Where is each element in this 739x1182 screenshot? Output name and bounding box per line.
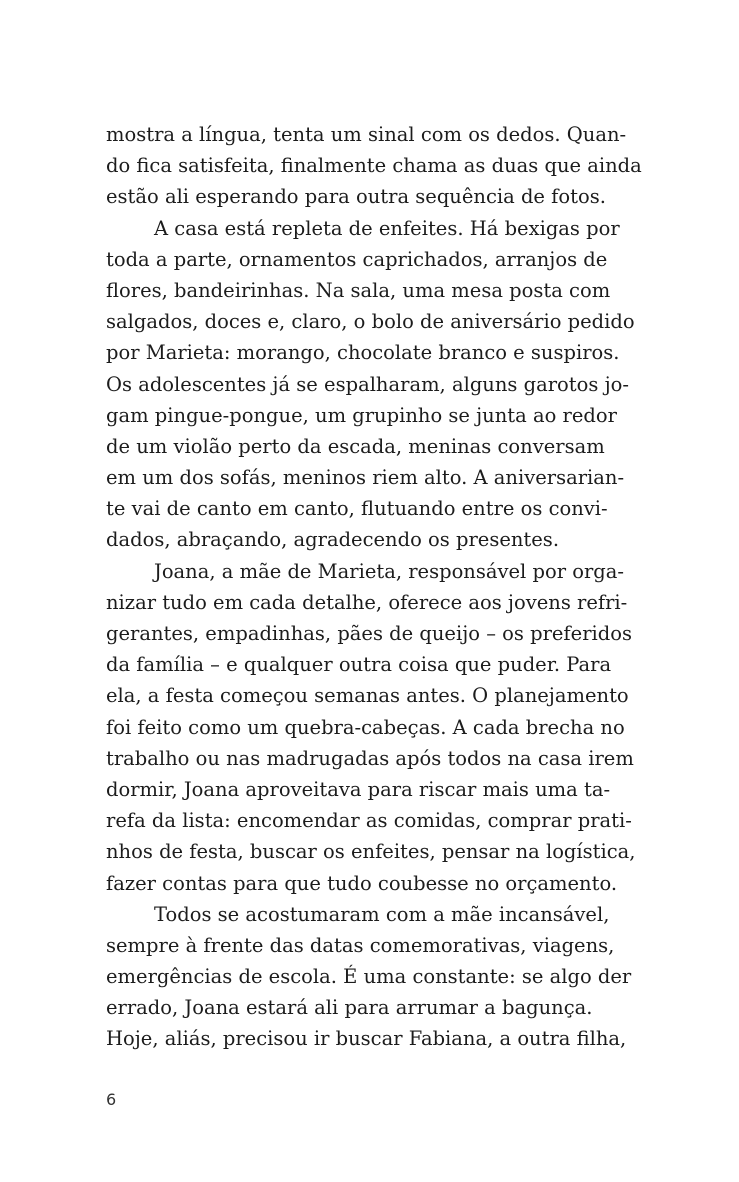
text-line: nizar tudo em cada detalhe, oferece aos jovens refri- [106,590,628,614]
text-line: emergências de escola. É uma constante: se algo der [106,965,632,989]
text-line: gerantes, empadinhas, pães de queijo – os preferidos [106,622,632,645]
text-line: Os adolescentes já se espalharam, alguns garotos jo- [106,372,629,396]
text-line: dormir, Joana aproveitava para riscar mais uma ta- [106,777,611,801]
text-line: foi feito como um quebra-cabeças. A cada brecha no [106,715,625,739]
text-line: Hoje, aliás, precisou ir buscar Fabiana, a outra filha, [106,1027,627,1051]
text-line: ela, a festa começou semanas antes. O planejamento [106,684,629,708]
text-line: flores, bandeirinhas. Na sala, uma mesa posta com [106,278,611,302]
text-line: refa da lista: encomendar as comidas, comprar prati- [106,809,632,833]
text-line: nhos de festa, buscar os enfeites, pensar na logística, [106,840,636,864]
text-line: Joana, a mãe de Marieta, responsável por orga- [154,559,624,583]
text-line: gam pingue-pongue, um grupinho se junta ao redor [106,403,617,427]
text-line: Todos se acostumaram com a mãe incansável, [154,902,610,926]
text-line: toda a parte, ornamentos caprichados, arranjos de [106,247,608,271]
text-line: de um violão perto da escada, meninas conversam [106,434,605,458]
paragraph-3 [106,556,636,899]
text-line: da família – e qualquer outra coisa que puder. Para [106,653,612,677]
text-line: errado, Joana estará ali para arrumar a bagunça. [106,996,593,1020]
text-line: mostra a língua, tenta um sinal com os dedos. Quan- [106,123,627,146]
text-line: salgados, doces e, claro, o bolo de aniversário pedido [106,310,635,334]
text-line: dados, abraçando, agradecendo os presentes. [106,528,560,552]
paragraph-2 [106,213,635,556]
text-line: A casa está repleta de enfeites. Há bexigas por [154,216,620,240]
text-line: fazer contas para que tudo coubesse no orçamento. [106,871,618,895]
text-line: em um dos sofás, meninos riem alto. A aniversarian- [106,466,625,490]
paragraph-1 [106,119,642,213]
body-text [106,119,642,1055]
text-line: por Marieta: morango, chocolate branco e suspiros. [106,341,620,365]
text-line: te vai de canto em canto, flutuando entre os convi- [106,497,608,521]
text-line: sempre à frente das datas comemorativas, viagens, [106,933,615,957]
text-line: do fica satisfeita, finalmente chama as duas que ainda [106,154,642,178]
text-line: estão ali esperando para outra sequência de fotos. [106,185,606,209]
paragraph-4 [106,899,632,1055]
page-number: 6 [106,1090,117,1109]
text-line: trabalho ou nas madrugadas após todos na casa irem [106,746,634,770]
